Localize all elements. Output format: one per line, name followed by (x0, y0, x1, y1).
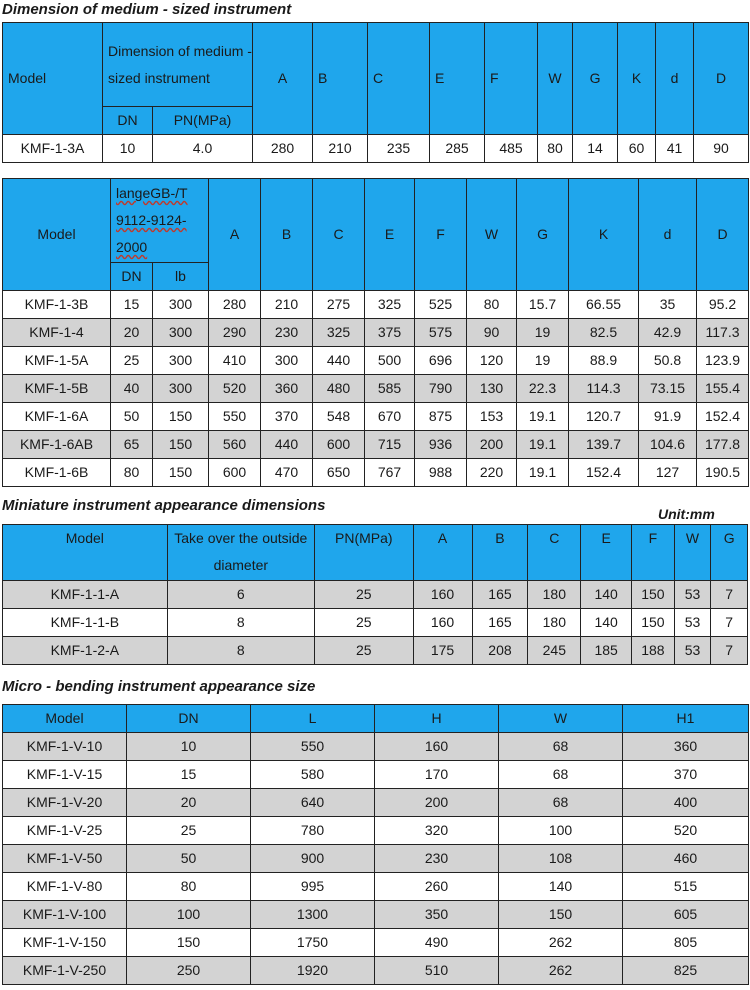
table-cell: 375 (365, 319, 415, 347)
table-row (3, 375, 749, 403)
table-cell: 825 (623, 957, 749, 985)
section1-title: Dimension of medium - sized instrument (2, 1, 292, 18)
table-cell: 650 (313, 459, 365, 487)
table-row (3, 609, 748, 637)
table-cell: 210 (313, 135, 368, 163)
table-row (3, 901, 749, 929)
section3-title: Miniature instrument appearance dimensions (2, 497, 326, 514)
header-k: K (618, 23, 656, 135)
table-cell: 50.8 (639, 347, 697, 375)
table-cell: 1750 (251, 929, 375, 957)
header-c: C (528, 525, 581, 581)
table-cell: 80 (538, 135, 573, 163)
table-cell: KMF-1-V-50 (3, 845, 127, 873)
header-model: Model (3, 525, 168, 581)
table-cell: 670 (365, 403, 415, 431)
table-cell: 117.3 (697, 319, 749, 347)
table-cell: 370 (623, 761, 749, 789)
table-cell: 790 (415, 375, 467, 403)
header-d-small: d (656, 23, 694, 135)
table-cell: 114.3 (569, 375, 639, 403)
header-w: W (674, 525, 711, 581)
table-cell: 188 (632, 637, 675, 665)
table-row (3, 403, 749, 431)
table-cell: 550 (209, 403, 261, 431)
table-cell: KMF-1-V-15 (3, 761, 127, 789)
table-cell: 68 (499, 789, 623, 817)
table-cell: 245 (528, 637, 581, 665)
table-cell: 585 (365, 375, 415, 403)
table-cell: 170 (375, 761, 499, 789)
table-cell: 805 (623, 929, 749, 957)
table-row (3, 637, 748, 665)
table-cell: 108 (499, 845, 623, 873)
section4-title: Micro - bending instrument appearance size (2, 678, 316, 695)
table-row (3, 733, 749, 761)
table-row (3, 135, 749, 163)
header-lb: lb (153, 263, 209, 291)
table-cell: 130 (467, 375, 517, 403)
table-row (3, 761, 749, 789)
table-cell: 120 (467, 347, 517, 375)
table-cell: 140 (581, 581, 632, 609)
table-cell: KMF-1-V-10 (3, 733, 127, 761)
table-cell: 88.9 (569, 347, 639, 375)
header-l: L (251, 705, 375, 733)
table-cell: 4.0 (153, 135, 253, 163)
table-cell: 19.1 (517, 403, 569, 431)
table-cell: 300 (153, 291, 209, 319)
table-row (3, 929, 749, 957)
medium-instrument-table (2, 22, 749, 163)
header-c: C (313, 179, 365, 291)
header-dn: DN (127, 705, 251, 733)
table-row (3, 459, 749, 487)
table-cell: 230 (375, 845, 499, 873)
table-cell: 525 (415, 291, 467, 319)
table-cell: 25 (111, 347, 153, 375)
header-k: K (569, 179, 639, 291)
header-model: Model (3, 705, 127, 733)
table-cell: 696 (415, 347, 467, 375)
table-cell: 285 (430, 135, 485, 163)
table-cell: KMF-1-6A (3, 403, 111, 431)
table-cell: 936 (415, 431, 467, 459)
table-cell: KMF-1-V-20 (3, 789, 127, 817)
table-cell: 150 (153, 403, 209, 431)
table-cell: 325 (313, 319, 365, 347)
header-flange-standard (111, 179, 209, 263)
table-cell: 150 (153, 459, 209, 487)
table-cell: 235 (368, 135, 430, 163)
header-h: H (375, 705, 499, 733)
table-cell: 50 (127, 845, 251, 873)
table-cell: 7 (711, 637, 748, 665)
table-cell: KMF-1-6B (3, 459, 111, 487)
table-cell: KMF-1-V-250 (3, 957, 127, 985)
table-cell: 325 (365, 291, 415, 319)
header-d: D (694, 23, 749, 135)
table-cell: 80 (467, 291, 517, 319)
table-cell: KMF-1-5A (3, 347, 111, 375)
table-cell: KMF-1-6AB (3, 431, 111, 459)
table-cell: 53 (674, 637, 711, 665)
table-cell: 25 (315, 609, 414, 637)
table-cell: 490 (375, 929, 499, 957)
table-cell: 550 (251, 733, 375, 761)
table-cell: 177.8 (697, 431, 749, 459)
header-e: E (365, 179, 415, 291)
table-cell: 410 (209, 347, 261, 375)
table-cell: 104.6 (639, 431, 697, 459)
table-cell: 995 (251, 873, 375, 901)
table-cell: 605 (623, 901, 749, 929)
table-cell: 95.2 (697, 291, 749, 319)
header-pn: PN(MPa) (315, 525, 414, 581)
table-cell: 82.5 (569, 319, 639, 347)
table-cell: 300 (153, 319, 209, 347)
table-cell: 53 (674, 581, 711, 609)
table-cell: 127 (639, 459, 697, 487)
table-cell: 280 (253, 135, 313, 163)
flange-instrument-table (2, 178, 749, 487)
table-cell: 175 (413, 637, 472, 665)
table-cell: 100 (499, 817, 623, 845)
table-cell: 200 (467, 431, 517, 459)
table-cell: 10 (103, 135, 153, 163)
table-row (3, 873, 749, 901)
table-cell: 10 (127, 733, 251, 761)
table-cell: 600 (313, 431, 365, 459)
table-cell: 15 (127, 761, 251, 789)
table-cell: 510 (375, 957, 499, 985)
table-cell: 900 (251, 845, 375, 873)
table-cell: 8 (167, 609, 314, 637)
table-cell: 190.5 (697, 459, 749, 487)
table-cell: 25 (315, 581, 414, 609)
table-cell: 19.1 (517, 459, 569, 487)
table-cell: KMF-1-1-A (3, 581, 168, 609)
table-cell: KMF-1-5B (3, 375, 111, 403)
table-cell: 155.4 (697, 375, 749, 403)
header-outside-diameter: Take over the outside diameter (167, 525, 314, 581)
header-a: A (253, 23, 313, 135)
table-cell: 360 (623, 733, 749, 761)
table-cell: 90 (694, 135, 749, 163)
header-g: G (517, 179, 569, 291)
header-dn: DN (111, 263, 153, 291)
table-cell: 8 (167, 637, 314, 665)
table-cell: 275 (313, 291, 365, 319)
header-f: F (485, 23, 538, 135)
table-row (3, 319, 749, 347)
table-cell: 440 (313, 347, 365, 375)
table-cell: 715 (365, 431, 415, 459)
table-cell: 1920 (251, 957, 375, 985)
table-cell: 767 (365, 459, 415, 487)
table-cell: 200 (375, 789, 499, 817)
table-cell: 160 (375, 733, 499, 761)
table-row (3, 817, 749, 845)
header-w: W (499, 705, 623, 733)
header-w: W (538, 23, 573, 135)
table-cell: 20 (111, 319, 153, 347)
table-cell: KMF-1-V-150 (3, 929, 127, 957)
table-cell: 485 (485, 135, 538, 163)
header-e: E (430, 23, 485, 135)
table-row (3, 347, 749, 375)
table-cell: 53 (674, 609, 711, 637)
table-cell: KMF-1-V-80 (3, 873, 127, 901)
table-cell: 15 (111, 291, 153, 319)
header-g: G (711, 525, 748, 581)
header-dn: DN (103, 107, 153, 135)
table-cell: 80 (127, 873, 251, 901)
table-cell: 160 (413, 609, 472, 637)
header-pn: PN(MPa) (153, 107, 253, 135)
table-cell: 150 (632, 609, 675, 637)
table-cell: 300 (153, 375, 209, 403)
unit-label: Unit:mm (658, 506, 715, 522)
header-a: A (209, 179, 261, 291)
table-cell: 41 (656, 135, 694, 163)
table-cell: KMF-1-3B (3, 291, 111, 319)
table-cell: 640 (251, 789, 375, 817)
table-cell: 123.9 (697, 347, 749, 375)
table-cell: 14 (573, 135, 618, 163)
table-cell: 35 (639, 291, 697, 319)
table-cell: KMF-1-3A (3, 135, 103, 163)
table-cell: 580 (251, 761, 375, 789)
table-cell: 780 (251, 817, 375, 845)
table-cell: 260 (375, 873, 499, 901)
table-cell: 150 (153, 431, 209, 459)
header-g: G (573, 23, 618, 135)
table-cell: 66.55 (569, 291, 639, 319)
table-cell: 7 (711, 609, 748, 637)
table-row (3, 581, 748, 609)
table-cell: 250 (127, 957, 251, 985)
table-cell: 19.1 (517, 431, 569, 459)
table-cell: 520 (209, 375, 261, 403)
table-cell: 80 (111, 459, 153, 487)
header-model: Model (3, 23, 103, 135)
table-row (3, 845, 749, 873)
table-cell: 25 (127, 817, 251, 845)
table-cell: 152.4 (697, 403, 749, 431)
table-cell: 22.3 (517, 375, 569, 403)
table-cell: 65 (111, 431, 153, 459)
table-cell: 988 (415, 459, 467, 487)
header-w: W (467, 179, 517, 291)
table-cell: 180 (528, 581, 581, 609)
header-d: D (697, 179, 749, 291)
header-b: B (472, 525, 528, 581)
header-f: F (632, 525, 675, 581)
table-row (3, 431, 749, 459)
table-cell: 460 (623, 845, 749, 873)
table-cell: 25 (315, 637, 414, 665)
header-dimension-group: Dimension of medium - sized instrument (103, 23, 253, 107)
table-cell: 165 (472, 581, 528, 609)
table-cell: 500 (365, 347, 415, 375)
header-b: B (261, 179, 313, 291)
table-cell: KMF-1-4 (3, 319, 111, 347)
table-cell: 139.7 (569, 431, 639, 459)
table-cell: 1300 (251, 901, 375, 929)
header-h1: H1 (623, 705, 749, 733)
flange-standard-text: langeGB-/T 9112-9124-2000 (116, 185, 188, 255)
table-row (3, 957, 749, 985)
micro-bending-table (2, 704, 749, 985)
table-cell: 120.7 (569, 403, 639, 431)
miniature-instrument-table (2, 524, 748, 665)
header-d-small: d (639, 179, 697, 291)
table-cell: KMF-1-1-B (3, 609, 168, 637)
table-cell: 60 (618, 135, 656, 163)
table-cell: 480 (313, 375, 365, 403)
table-cell: 100 (127, 901, 251, 929)
table-cell: 150 (499, 901, 623, 929)
table-cell: 400 (623, 789, 749, 817)
table-cell: 210 (261, 291, 313, 319)
table-cell: 370 (261, 403, 313, 431)
table-cell: 40 (111, 375, 153, 403)
table-cell: 90 (467, 319, 517, 347)
table-cell: 7 (711, 581, 748, 609)
header-e: E (581, 525, 632, 581)
table-cell: 50 (111, 403, 153, 431)
header-c: C (368, 23, 430, 135)
table-cell: 262 (499, 929, 623, 957)
table-cell: KMF-1-V-25 (3, 817, 127, 845)
table-cell: 262 (499, 957, 623, 985)
table-cell: 42.9 (639, 319, 697, 347)
table-cell: 150 (632, 581, 675, 609)
table-cell: 320 (375, 817, 499, 845)
table-cell: 230 (261, 319, 313, 347)
table-cell: 470 (261, 459, 313, 487)
table-cell: 140 (581, 609, 632, 637)
table-cell: 440 (261, 431, 313, 459)
table-cell: 300 (153, 347, 209, 375)
header-b: B (313, 23, 368, 135)
table-row (3, 789, 749, 817)
table-cell: 19 (517, 319, 569, 347)
table-cell: 165 (472, 609, 528, 637)
table-cell: 208 (472, 637, 528, 665)
table-cell: 20 (127, 789, 251, 817)
table-cell: 548 (313, 403, 365, 431)
table-cell: 360 (261, 375, 313, 403)
header-model: Model (3, 179, 111, 291)
table-cell: 290 (209, 319, 261, 347)
table-cell: KMF-1-2-A (3, 637, 168, 665)
table-cell: 220 (467, 459, 517, 487)
table-cell: 91.9 (639, 403, 697, 431)
table-cell: 153 (467, 403, 517, 431)
header-a: A (413, 525, 472, 581)
table-cell: 152.4 (569, 459, 639, 487)
table-row (3, 291, 749, 319)
table-cell: 300 (261, 347, 313, 375)
table-cell: 575 (415, 319, 467, 347)
table-cell: KMF-1-V-100 (3, 901, 127, 929)
table-cell: 875 (415, 403, 467, 431)
table-cell: 180 (528, 609, 581, 637)
table-cell: 280 (209, 291, 261, 319)
table-cell: 15.7 (517, 291, 569, 319)
table-cell: 68 (499, 733, 623, 761)
table-cell: 350 (375, 901, 499, 929)
table-cell: 160 (413, 581, 472, 609)
header-f: F (415, 179, 467, 291)
table-cell: 185 (581, 637, 632, 665)
table-cell: 73.15 (639, 375, 697, 403)
table-cell: 68 (499, 761, 623, 789)
table-cell: 150 (127, 929, 251, 957)
table-cell: 19 (517, 347, 569, 375)
table-cell: 6 (167, 581, 314, 609)
table-cell: 560 (209, 431, 261, 459)
table-cell: 140 (499, 873, 623, 901)
table-cell: 600 (209, 459, 261, 487)
table-cell: 520 (623, 817, 749, 845)
table-cell: 515 (623, 873, 749, 901)
